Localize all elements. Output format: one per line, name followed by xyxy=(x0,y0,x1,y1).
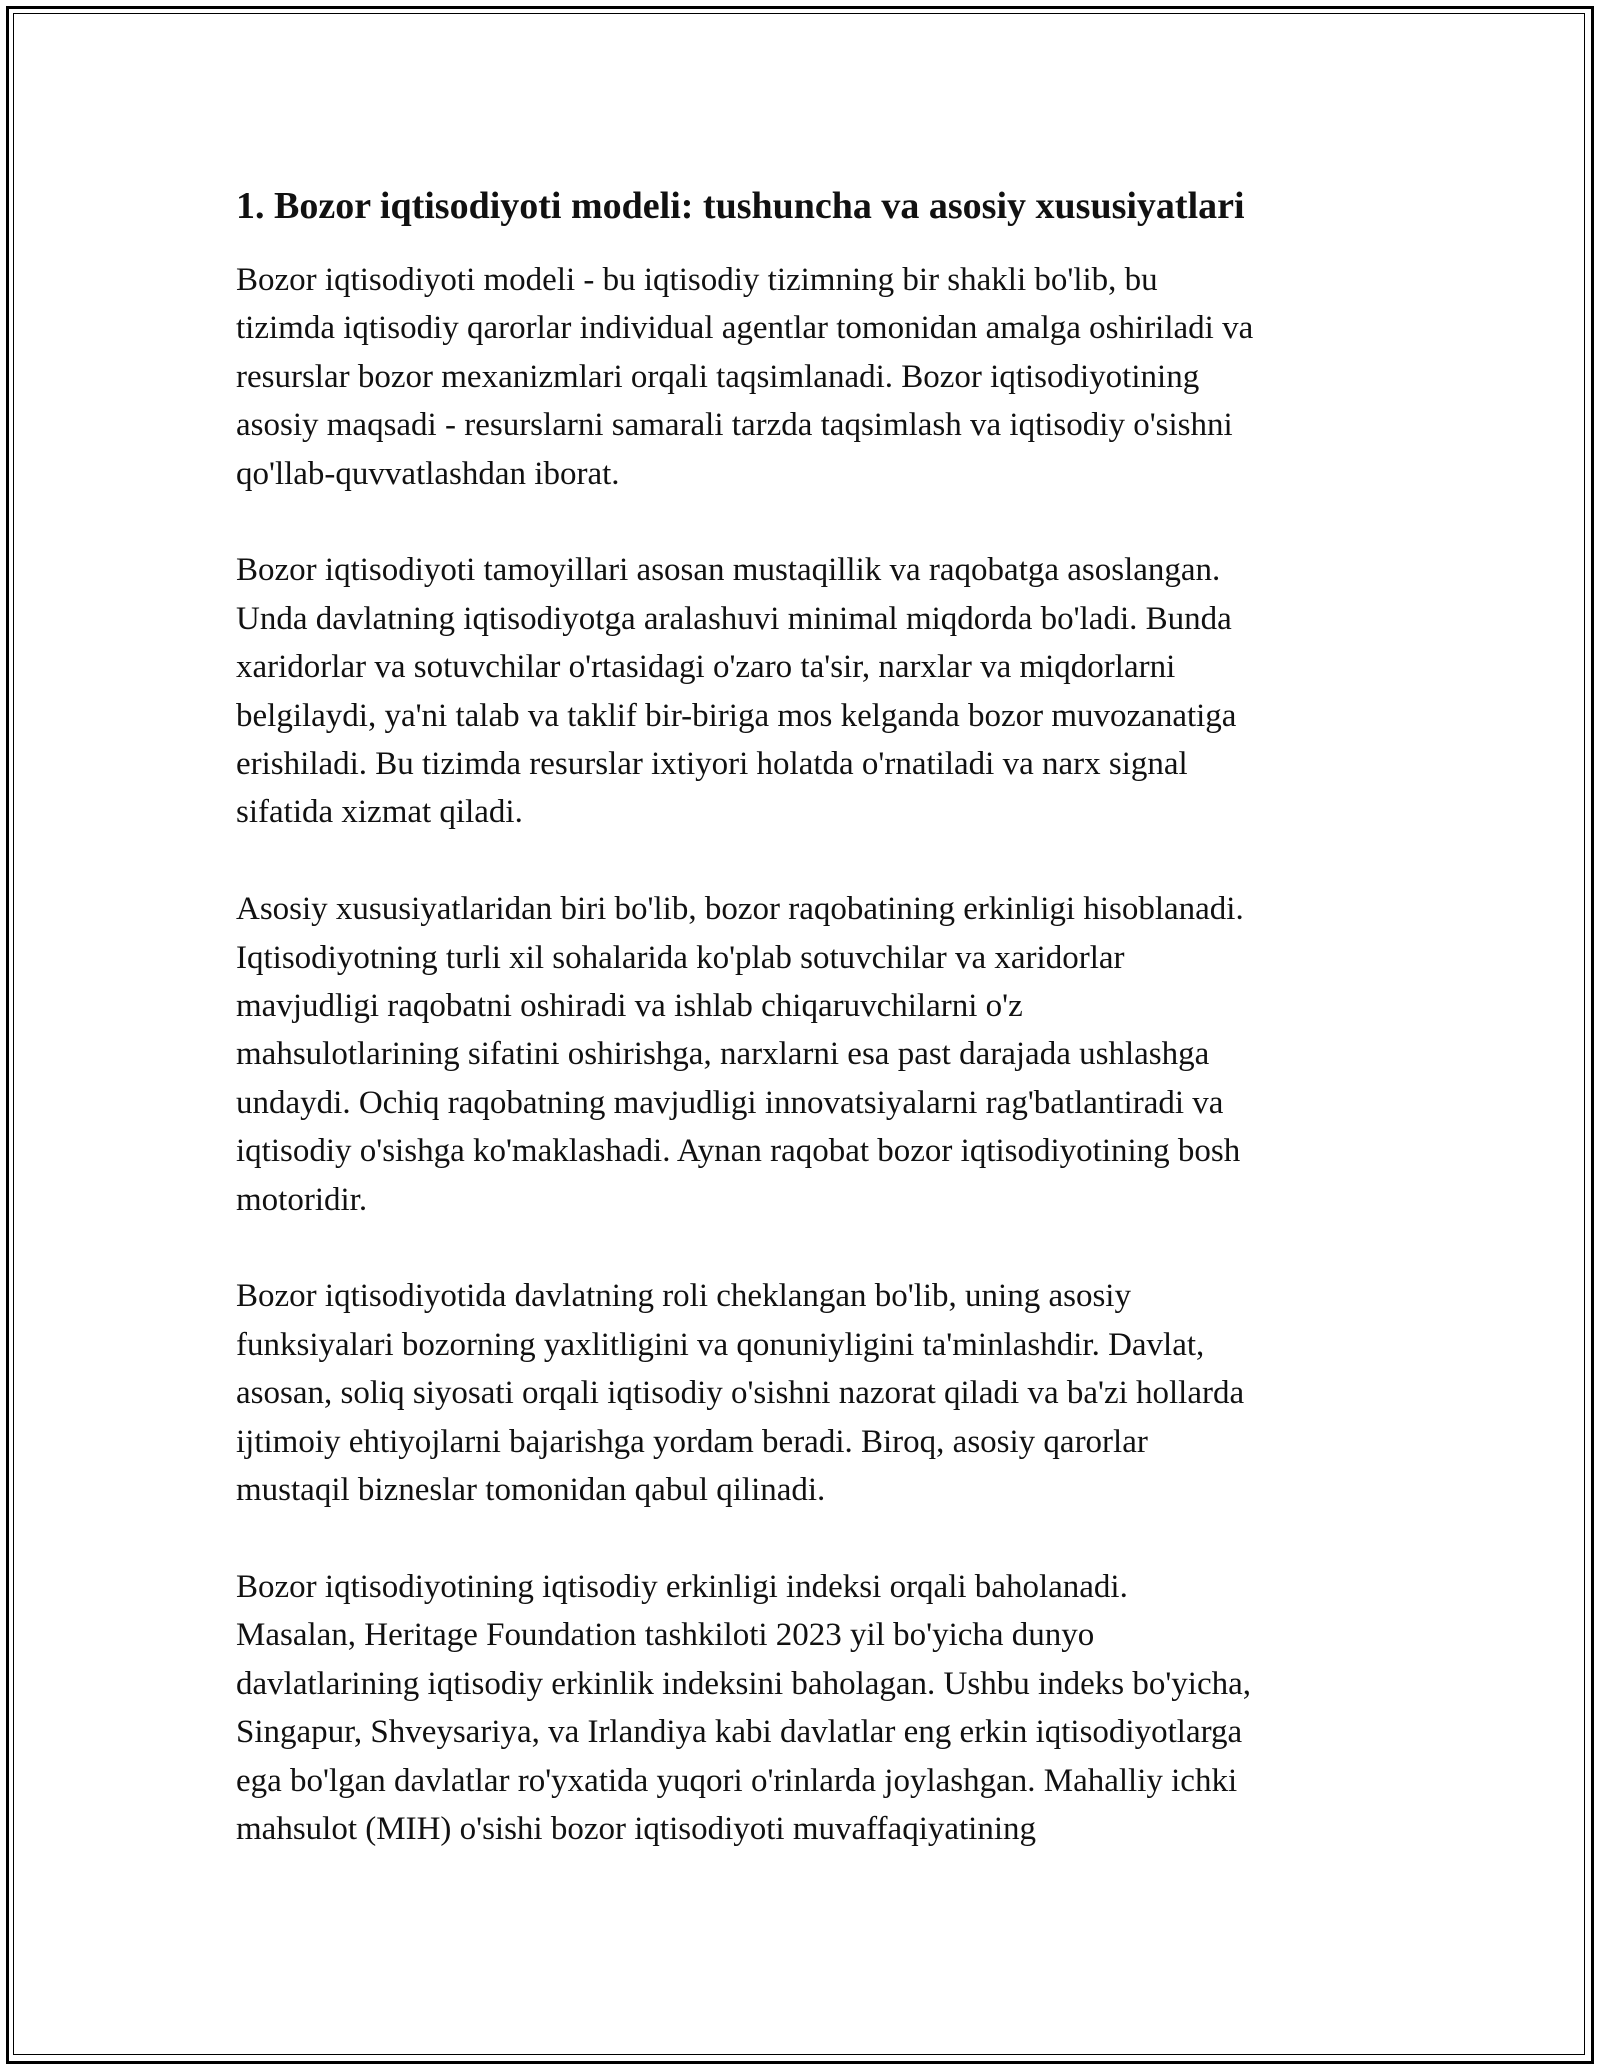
paragraph-line: Bozor iqtisodiyoti modeli - bu iqtisodiy tizimning bir shakli bo'lib, bu xyxy=(236,262,1158,298)
paragraph-line: funksiyalari bozorning yaxlitligini va qonuniyligini ta'minlashdir. Davlat, xyxy=(236,1326,1205,1363)
paragraph-list xyxy=(236,256,1396,1853)
paragraph-line: Bozor iqtisodiyoti tamoyillari asosan mustaqillik va raqobatga asoslangan. xyxy=(236,552,1221,589)
paragraph-line: motoridir. xyxy=(236,1181,368,1218)
paragraph-line: tizimda iqtisodiy qarorlar individual agentlar tomonidan amalga oshiriladi va xyxy=(236,310,1254,347)
paragraph-line: belgilaydi, ya'ni talab va taklif bir-biriga mos kelganda bozor muvozanatiga xyxy=(236,697,1237,734)
paragraph xyxy=(236,1272,1396,1514)
paragraph-line: undaydi. Ochiq raqobatning mavjudligi innovatsiyalarni rag'batlantiradi va xyxy=(236,1084,1224,1121)
paragraph-line: asosan, soliq siyosati orqali iqtisodiy o'sishni nazorat qiladi va ba'zi hollarda xyxy=(236,1375,1245,1412)
paragraph-line: Bozor iqtisodiyotining iqtisodiy erkinligi indeksi orqali baholanadi. xyxy=(236,1568,1128,1605)
paragraph-line: davlatlarining iqtisodiy erkinlik indeksini baholagan. Ushbu indeks bo'yicha, xyxy=(236,1665,1252,1702)
paragraph-line: Iqtisodiyotning turli xil sohalarida ko'plab sotuvchilar va xaridorlar xyxy=(236,939,1125,976)
paragraph-line: sifatida xizmat qiladi. xyxy=(236,794,523,831)
paragraph-line: Masalan, Heritage Foundation tashkiloti 2023 yil bo'yicha dunyo xyxy=(236,1617,1095,1654)
paragraph-line: Unda davlatning iqtisodiyotga aralashuvi minimal miqdorda bo'ladi. Bunda xyxy=(236,600,1232,637)
paragraph-line: mahsulotlarining sifatini oshirishga, narxlarni esa past darajada ushlashga xyxy=(236,1036,1210,1073)
paragraph-line: mustaqil bizneslar tomonidan qabul qilinadi. xyxy=(236,1472,826,1509)
paragraph-line: resurslar bozor mexanizmlari orqali taqsimlanadi. Bozor iqtisodiyotining xyxy=(236,358,1200,395)
paragraph xyxy=(236,885,1396,1224)
paragraph-line: qo'llab-quvvatlashdan iborat. xyxy=(236,455,620,492)
paragraph-line: asosiy maqsadi - resurslarni samarali tarzda taqsimlash va iqtisodiy o'sishni xyxy=(236,407,1233,444)
paragraph xyxy=(236,1563,1396,1853)
paragraph-line: mavjudligi raqobatni oshiradi va ishlab chiqaruvchilarni o'z xyxy=(236,988,1023,1025)
paragraph-line: xaridorlar va sotuvchilar o'rtasidagi o'zaro ta'sir, narxlar va miqdorlarni xyxy=(236,649,1176,686)
paragraph-line: Asosiy xususiyatlaridan biri bo'lib, bozor raqobatining erkinligi hisoblanadi. xyxy=(236,891,1244,928)
paragraph-line: iqtisodiy o'sishga ko'maklashadi. Aynan raqobat bozor iqtisodiyotining bosh xyxy=(236,1133,1241,1170)
paragraph-line: mahsulot (MIH) o'sishi bozor iqtisodiyoti muvaffaqiyatining xyxy=(236,1810,1037,1847)
paragraph-line: ijtimoiy ehtiyojlarni bajarishga yordam beradi. Biroq, asosiy qarorlar xyxy=(236,1423,1148,1460)
document-body xyxy=(236,182,1396,1902)
paragraph-line: Singapur, Shveysariya, va Irlandiya kabi davlatlar eng erkin iqtisodiyotlarga xyxy=(236,1714,1243,1751)
paragraph-line: erishiladi. Bu tizimda resurslar ixtiyori holatda o'rnatiladi va narx signal xyxy=(236,746,1188,783)
paragraph xyxy=(236,256,1396,498)
paragraph-line: ega bo'lgan davlatlar ro'yxatida yuqori o'rinlarda joylashgan. Mahalliy ichki xyxy=(236,1762,1238,1799)
paragraph xyxy=(236,546,1396,836)
paragraph-line: Bozor iqtisodiyotida davlatning roli cheklangan bo'lib, uning asosiy xyxy=(236,1278,1131,1315)
section-heading: 1. Bozor iqtisodiyoti modeli: tushuncha va asosiy xususiyatlari xyxy=(236,185,1245,227)
